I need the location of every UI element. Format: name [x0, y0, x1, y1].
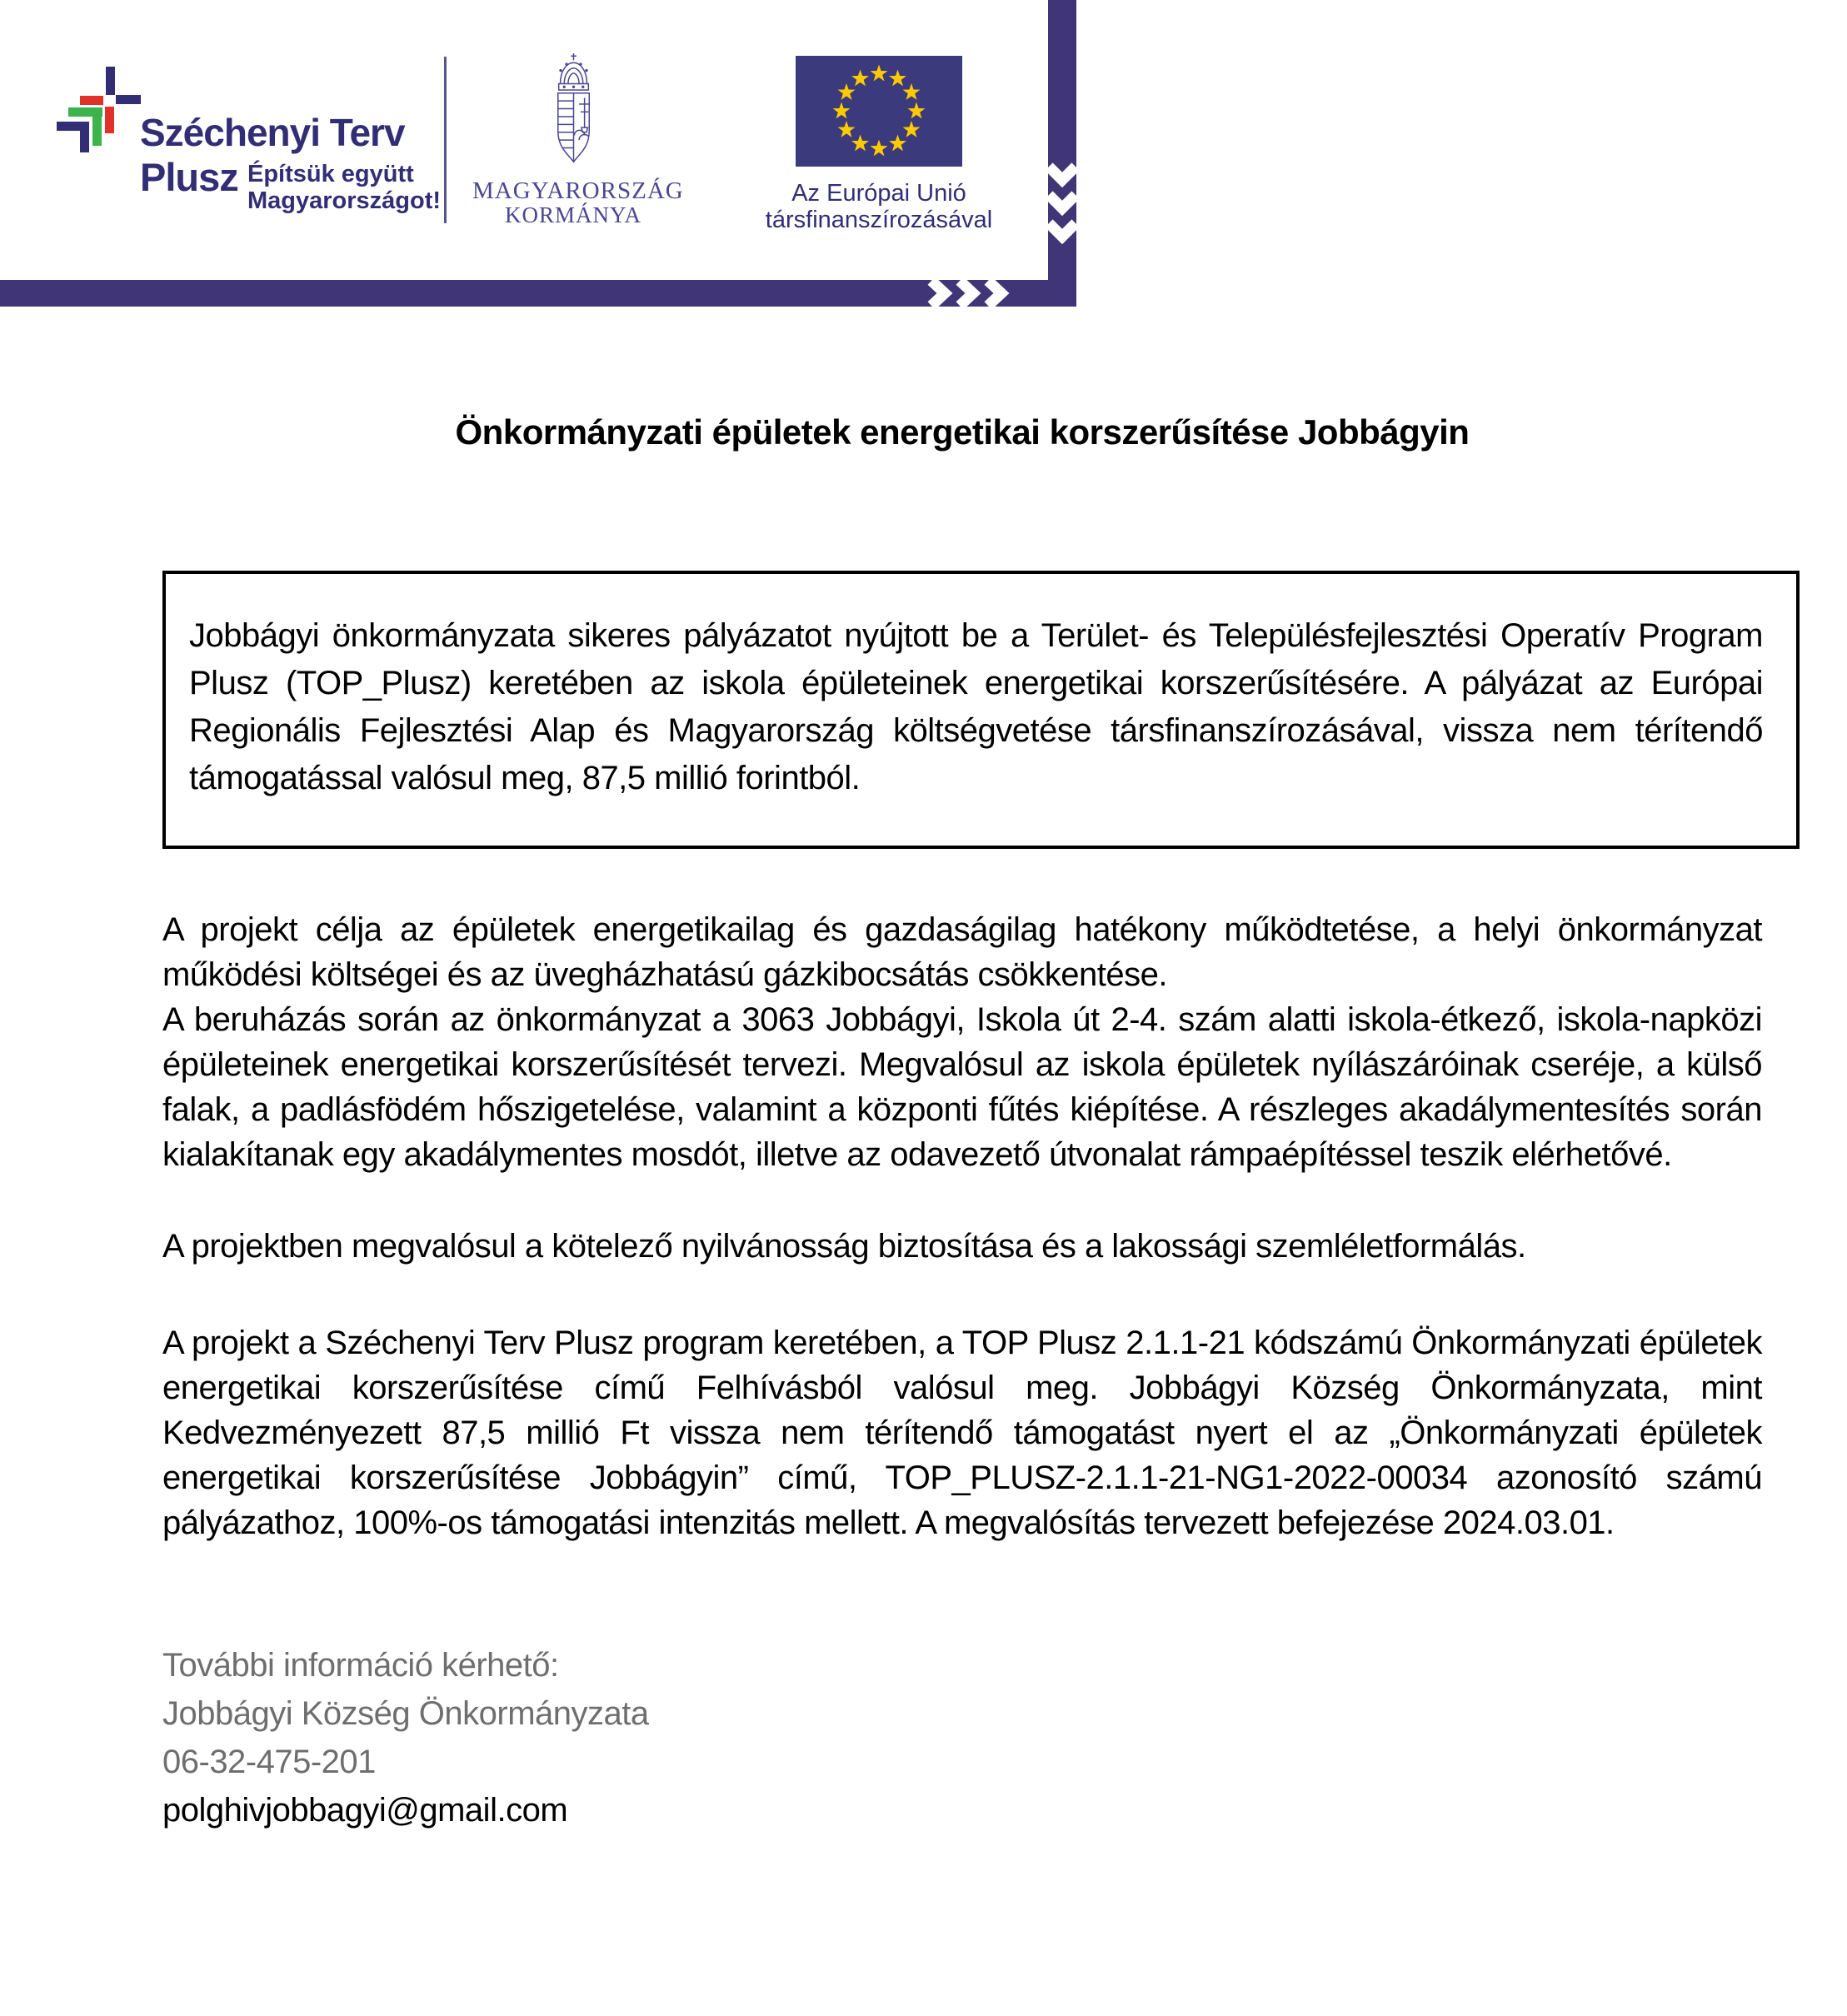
- eu-caption-line2: társfinanszírozásával: [765, 207, 993, 233]
- szechenyi-tagline-line2: Magyarországot!: [247, 187, 442, 214]
- government-caption-line2: KORMÁNYA: [504, 202, 641, 227]
- page-title: Önkormányzati épületek energetikai korszerűsítése Jobbágyin: [455, 412, 1470, 452]
- eu-cofinancing-logo: [744, 56, 1014, 233]
- eu-flag-icon: [796, 56, 962, 167]
- contact-phone: 06-32-475-201: [162, 1744, 376, 1780]
- government-caption-line1: MAGYARORSZÁG: [472, 177, 684, 204]
- down-chevrons-icon: [1048, 160, 1076, 253]
- highlight-box: Jobbágyi önkormányzata sikeres pályázatot nyújtott be a Terület- és Településfejlesztési Operatív Program Plusz (TOP_Plusz) keretében az iskola épületeinek energetikai korszerűsítésére. A pályázat az Európai Regionális Fejlesztési Alap és Magyarország költségvetése társfinanszírozásával, vissza nem térítendő támogatással valósul meg, 87,5 millió forintból.: [162, 571, 1800, 849]
- header-horizontal-bar: [0, 280, 1076, 307]
- contact-block: [162, 1641, 1762, 1834]
- szechenyi-logo-line1: Széchenyi Terv: [140, 111, 405, 154]
- header-vertical-bar: [1048, 0, 1076, 307]
- contact-email: polghivjobbagyi@gmail.com: [162, 1792, 568, 1829]
- paragraph-project-goal: A projekt célja az épületek energetikailag és gazdaságilag hatékony működtetése, a helyi önkormányzat működési költségei és az üvegházhatású gázkibocsátás csökkentése.: [162, 911, 1762, 993]
- paragraph-program-details: A projekt a Széchenyi Terv Plusz program keretében, a TOP Plusz 2.1.1-21 kódszámú Önkormányzati épületek energetikai korszerűsítése című Felhívásból valósul meg. Jobbágyi Község Önkormányzata, mint Kedvezményezett 87,5 millió Ft vissza nem térítendő támogatást nyert el az „Önkormányzati épületek energetikai korszerűsítése Jobbágyin” című, TOP_PLUSZ-2.1.1-21-NG1-2022-00034 azonosító számú pályázathoz, 100%-os támogatási intenzitás mellett. A megvalósítás tervezett befejezése 2024.03.01.: [162, 1325, 1762, 1541]
- hungary-coat-of-arms-icon: [550, 52, 597, 167]
- eu-caption-line1: Az Európai Unió: [791, 180, 966, 207]
- paragraph-publicity: A projektben megvalósul a kötelező nyilvánosság biztosítása és a lakossági szemléletformálás.: [162, 1228, 1526, 1265]
- szechenyi-tagline-line1: Építsük együtt: [247, 161, 414, 187]
- contact-organization: Jobbágyi Község Önkormányzata: [162, 1695, 649, 1732]
- document-body: [162, 412, 1762, 1834]
- szechenyi-terv-plusz-logo: [54, 64, 446, 222]
- document-header: [0, 0, 1847, 307]
- contact-heading: További információ kérhető:: [162, 1647, 559, 1684]
- right-chevrons-icon: [926, 280, 1023, 307]
- paragraph-investment-details: A beruházás során az önkormányzat a 3063 Jobbágyi, Iskola út 2-4. szám alatti iskola-étkező, iskola-napközi épületeinek energetikai korszerűsítését tervezi. Megvalósul az iskola épületek nyílászáróinak cseréje, a külső falak, a padlásfödém hőszigetelése, valamint a központi fűtés kiépítése. A részleges akadálymentesítés során kialakítanak egy akadálymentes mosdót, illetve az odavezető útvonalat rámpaépítéssel teszik elérhetővé.: [162, 1001, 1762, 1173]
- logo-divider: [444, 57, 447, 223]
- hungary-government-logo: [472, 52, 684, 227]
- szechenyi-logo-line2: Plusz: [140, 155, 238, 199]
